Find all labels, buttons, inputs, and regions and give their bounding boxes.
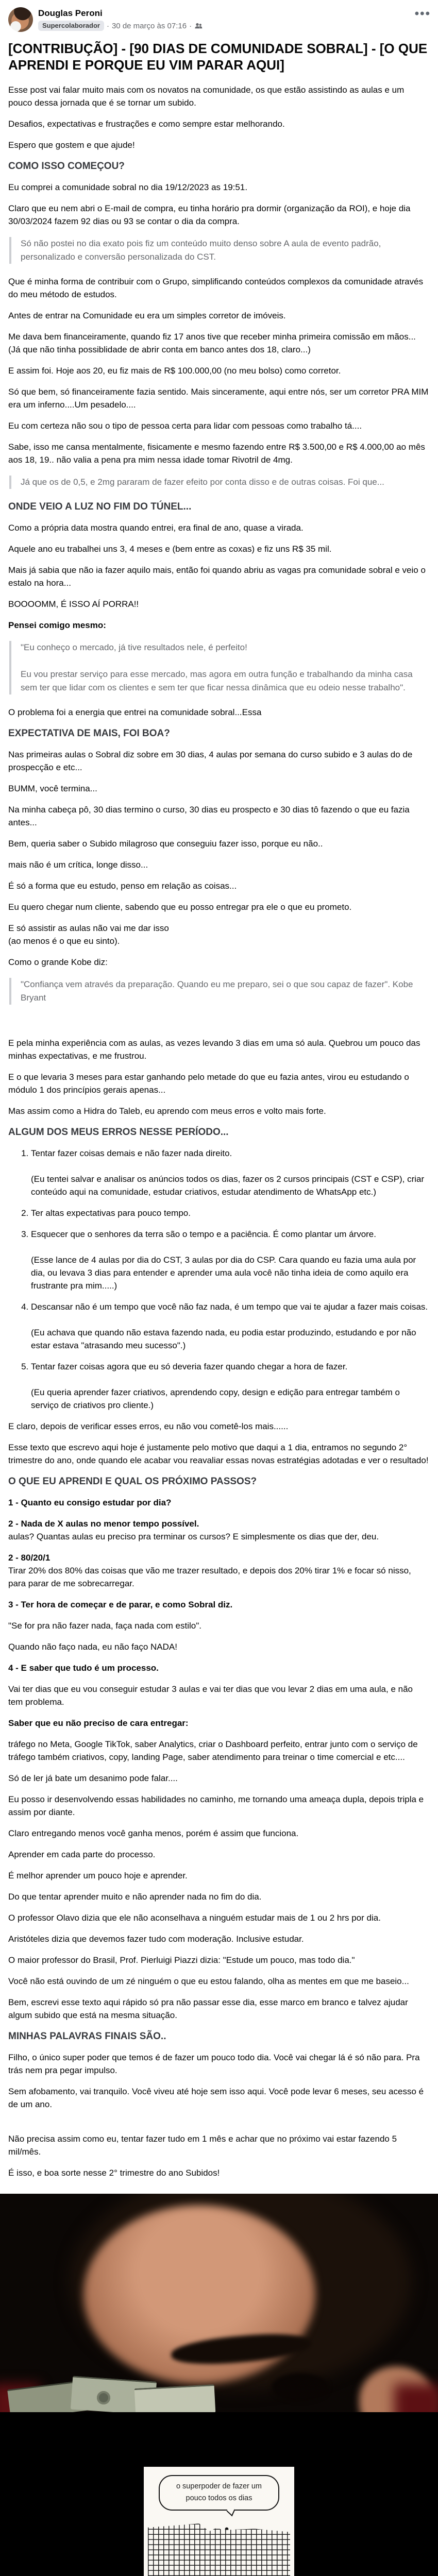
post-body: [8, 83, 430, 2179]
post-paragraph: Esse texto que escrevo aqui hoje é justamente pelo motivo que daqui a 1 dia, entramos no segundo 2° trimestre do ano, onde quando ele acabar vou reavaliar essas novas estratégias adotadas e ver o resultado!: [8, 1443, 429, 1466]
post-paragraph: E assim foi. Hoje aos 20, eu fiz mais de R$ 100.000,00 (no meu bolso) como corretor.: [8, 366, 341, 376]
quote-paragraph: Só não postei no dia exato pois fiz um conteúdo muito denso sobre A aula de evento padrão, personalizado e conversão personalizada do CST.: [21, 239, 381, 262]
post-paragraph: Do que tentar aprender muito e não aprender nada no fim do dia.: [8, 1892, 262, 1902]
post-paragraph: BOOOOMM, É ISSO AÍ PORRA!!: [8, 599, 139, 609]
post-paragraph: Aprender em cada parte do processo.: [8, 1850, 156, 1860]
post-paragraph: Que é minha forma de contribuir com o Grupo, simplificando conteúdos complexos da comunidade através do meu método de estudos.: [8, 277, 424, 300]
post-paragraph: Mas assim como a Hidra do Taleb, eu aprendo com meus erros e volto mais forte.: [8, 1106, 326, 1116]
post-paragraph: O problema foi a energia que entrei na comunidade sobral...Essa: [8, 707, 262, 718]
section-heading: O QUE EU APRENDI E QUAL OS PRÓXIMO PASSOS?: [8, 1476, 257, 1487]
section-heading: MINHAS PALAVRAS FINAIS SÃO..: [8, 2031, 166, 2042]
list-item: [31, 1147, 430, 1198]
post-paragraph: É melhor aprender um pouco hoje e aprender.: [8, 1871, 188, 1881]
list-item: [31, 1300, 430, 1352]
blockquote: [9, 641, 430, 694]
list-item-text: 4. Descansar não é um tempo que você não faz nada, é um tempo que vai te ajudar a fazer mais coisas.: [31, 1302, 428, 1312]
quote-paragraph: Já que os de 0,5, e 2mg pararam de fazer efeito por conta disso e de outras coisas. Foi que...: [21, 477, 384, 487]
section-heading: EXPECTATIVA DE MAIS, FOI BOA?: [8, 728, 170, 739]
post-paragraph: [8, 1517, 430, 1543]
quote-paragraph: Eu vou prestar serviço para esse mercado, mas agora em outra função e trabalhando da minha casa sem ter que lidar com os clientes e sem ter que ficar nessa dinâmica que eu odeio nesse trabalho".: [21, 669, 413, 693]
post-paragraph: Vai ter dias que eu vou conseguir estudar 3 aulas e vai ter dias que vou levar 2 dias em uma aula, e não tem problema.: [8, 1684, 413, 1707]
blockquote: [9, 978, 430, 1005]
post-paragraph: mais não é um crítica, longe disso...: [8, 860, 148, 870]
post-paragraph: Eu quero chegar num cliente, sabendo que eu posso entregar pra ele o que eu prometo.: [8, 902, 352, 912]
post-paragraph: Eu posso ir desenvolvendo essas habilidades no caminho, me tornando uma ameaça dupla, depois tripla e assim por diante.: [8, 1794, 424, 1818]
list-item: [31, 1360, 430, 1412]
post-paragraph: Desafios, expectativas e frustrações e como sempre estar melhorando.: [8, 119, 285, 129]
post-paragraph: Aquele ano eu trabalhei uns 3, 4 meses e (bem entre as coxas) e fiz uns R$ 35 mil.: [8, 544, 332, 554]
post-paragraph: Esse post vai falar muito mais com os novatos na comunidade, os que estão assistindo as aulas e um pouco dessa jornada que é se tornar um subido.: [8, 85, 405, 108]
timestamp[interactable]: 30 de março às 07:16: [111, 21, 187, 30]
post-paragraph: Claro entregando menos você ganha menos, porém é assim que funciona.: [8, 1828, 299, 1839]
post-paragraph: Me dava bem financeiramente, quando fiz 17 anos tive que receber minha primeira comissão em mãos... (Já que não tinha possiblidade de abrir conta em banco antes dos 18, claro...): [8, 332, 416, 355]
group-privacy-icon: [194, 22, 203, 30]
comic-panel: [144, 2467, 294, 2576]
post-paragraph: Só que bem, só financeiramente fazia sentido. Mais sinceramente, aqui entre nós, ser um corretor PRA MIM era um inferno....Um pesadelo....: [8, 387, 429, 410]
section-heading: ALGUM DOS MEUS ERROS NESSE PERÍODO...: [8, 1127, 229, 1138]
avatar[interactable]: [8, 7, 33, 32]
section-heading: COMO ISSO COMEÇOU?: [8, 161, 125, 172]
list-item: [31, 1228, 430, 1292]
post-paragraph: Antes de entrar na Comunidade eu era um simples corretor de imóveis.: [8, 311, 286, 321]
quote-paragraph: "Confiança vem através da preparação. Quando eu me preparo, sei o que sou capaz de fazer". Kobe Bryant: [21, 979, 413, 1003]
post-paragraph: Na minha cabeça pô, 30 dias termino o curso, 30 dias eu prospecto e 30 dias tô fazendo o que eu fazia antes...: [8, 805, 410, 828]
bill-shape: [134, 2384, 215, 2413]
list-item-text: 1. Tentar fazer coisas demais e não fazer nada direito.: [31, 1148, 232, 1159]
speech-bubble: [159, 2475, 279, 2511]
list-item-note: (Eu queria aprender fazer criativos, aprendendo copy, design e edição para entregar também o serviço de criativos pro cliente.): [31, 1387, 400, 1411]
post-paragraph: Espero que gostem e que ajude!: [8, 140, 135, 150]
post-paragraph: Filho, o único super poder que temos é de fazer um pouco todo dia. Você vai chegar lá é só não para. Pra trás nem pra pegar impulso.: [8, 2053, 420, 2076]
list-item-note: (Esse lance de 4 aulas por dia do CST, 3 aulas por dia do CSP. Cara quando eu fazia uma aula por dia, ou levava 3 dias para entender e aprender uma aula você não tinha ideia de como aquilo era frustrante pra mim.....): [31, 1255, 416, 1291]
post-paragraph-bold: 4 - E saber que tudo é um processo.: [8, 1663, 159, 1673]
post-paragraph: E só assistir as aulas não vai me dar isso (ao menos é o que eu sinto).: [8, 923, 169, 946]
post-paragraph: O maior professor do Brasil, Prof. Pierluigi Piazzi dizia: "Estude um pouco, mas todo dia.": [8, 1955, 355, 1965]
speech-bubble-text: o superpoder de fazer um pouco todos os dias: [176, 2482, 262, 2502]
post-options-menu[interactable]: •••: [414, 7, 431, 21]
list-item-note: (Eu achava que quando não estava fazendo nada, eu podia estar produzindo, estudando e por não estar estava "atrasando meu sucesso".): [31, 1328, 416, 1351]
spacer: [8, 2119, 430, 2132]
list-item: [31, 1207, 430, 1219]
quote-paragraph: "Eu conheço o mercado, já tive resultados nele, é perfeito!: [21, 642, 247, 653]
post-paragraph: BUMM, você termina...: [8, 784, 97, 794]
blockquote: [9, 476, 430, 489]
post-paragraph: E o que levaria 3 meses para estar ganhando pelo metade do que eu fazia antes, virou eu estudando o módulo 1 dos princípios gerais apenas...: [8, 1072, 409, 1095]
post-paragraph: Nas primeiras aulas o Sobral diz sobre em 30 dias, 4 aulas por semana do curso subido e 3 aulas do de prospecção e etc...: [8, 750, 413, 773]
post-media[interactable]: [0, 2194, 438, 2576]
bold-lead: 2 - 80/20/1: [8, 1553, 50, 1563]
post-paragraph: E pela minha experiência com as aulas, as vezes levando 3 dias em uma só aula. Quebrou um pouco das minhas expectativas, e me frustrou.: [8, 1038, 420, 1061]
spacer: [8, 1016, 430, 1037]
bill-emblem: [97, 2391, 110, 2404]
red-glow-right: [394, 2384, 438, 2412]
blockquote: [9, 237, 430, 264]
post-paragraph: Quando não faço nada, eu não faço NADA!: [8, 1642, 177, 1652]
post-paragraph: Eu com certeza não sou o tipo de pessoa certa para lidar com pessoas como trabalho tá....: [8, 421, 362, 431]
post-paragraph: Sem afobamento, vai tranquilo. Você viveu até hoje sem isso aqui. Você pode levar 6 meses, seu acesso é de um ano.: [8, 2087, 424, 2110]
speech-bubble-tail: [227, 2505, 235, 2517]
section-heading: ONDE VEIO A LUZ NO FIM DO TÚNEL...: [8, 501, 192, 513]
photo-man-with-money: [0, 2194, 438, 2412]
paragraph-line: aulas? Quantas aulas eu preciso pra terminar os cursos? E simplesmente os dias que der, deu.: [8, 1532, 379, 1542]
role-badge: Supercolaborador: [38, 21, 104, 31]
post-paragraph: Mais já sabia que não ia fazer aquilo mais, então foi quando abriu as vagas pra comunidade sobral e veio o estalo na hora...: [8, 565, 426, 588]
post-paragraph: Bem, escrevi esse texto aqui rápido só pra não passar esse dia, esse marco em branco e talvez ajudar algum subido que está na mesma situação.: [8, 1997, 408, 2021]
post-paragraph: [8, 1551, 430, 1590]
separator-dot: ·: [106, 21, 109, 30]
numbered-list: [8, 1147, 430, 1412]
list-item-note: (Eu tentei salvar e analisar os anúncios todos os dias, fazer os 2 cursos principais (CST e CSP), criar conteúdo aqui na comunidade, estudar criativos, estudar atendimento de WhatsApp etc.): [31, 1174, 425, 1197]
post-paragraph: Como a própria data mostra quando entrei, era final de ano, quase a virada.: [8, 523, 304, 533]
author-name[interactable]: Douglas Peroni: [38, 8, 103, 18]
post-paragraph-bold: Saber que eu não preciso de cara entregar:: [8, 1718, 189, 1728]
header-meta: [38, 7, 203, 31]
list-item-text: 2. Ter altas expectativas para pouco tempo.: [31, 1208, 191, 1218]
bold-lead: 2 - Nada de X aulas no menor tempo possível.: [8, 1519, 199, 1529]
money-bills: [9, 2378, 219, 2413]
post-paragraph: Não precisa assim como eu, tentar fazer tudo em 1 mês e achar que no próximo vai estar fazendo 5 mil/mês.: [8, 2134, 397, 2157]
post-paragraph: Claro que eu nem abri o E-mail de compra, eu tinha horário pra dormir (organização da ROI), e hoje dia 30/03/2024 fazem 92 dias ou 93 se contar o dia da compra.: [8, 204, 411, 227]
post-paragraph: E claro, depois de verificar esses erros, eu não vou cometê-los mais......: [8, 1421, 289, 1432]
post-paragraph: O professor Olavo dizia que ele não aconselhava a ninguém estudar mais de 1 ou 2 hrs por dia.: [8, 1913, 381, 1923]
eye-shape: [272, 2373, 329, 2401]
post-paragraph: Aristóteles dizia que devemos fazer tudo com moderação. Inclusive estudar.: [8, 1934, 304, 1944]
post-header: [0, 0, 438, 33]
post-paragraph: Você não está ouvindo de um zé ninguém o que eu estou falando, olha as mentes em que me baseio...: [8, 1976, 409, 1987]
grid-ground: [148, 2521, 290, 2576]
post-paragraph: Bem, queria saber o Subido milagroso que conseguiu fazer isso, porque eu não..: [8, 839, 323, 849]
post-paragraph: "Se for pra não fazer nada, faça nada com estilo".: [8, 1621, 201, 1631]
post-content: [0, 33, 438, 2191]
separator-dot: ·: [189, 21, 192, 30]
post-paragraph: É isso, e boa sorte nesse 2° trimestre do ano Subidos!: [8, 2168, 220, 2178]
post-paragraph-bold: 3 - Ter hora de começar e de parar, e como Sobral diz.: [8, 1600, 233, 1610]
post-paragraph: tráfego no Meta, Google TikTok, saber Analytics, criar o Dashboard perfeito, entrar junto com o serviço de tráfego também criativos, copy, landing Page, saber atendimento para treinar o time comercial e etc....: [8, 1739, 418, 1762]
post-paragraph-bold: Pensei comigo mesmo:: [8, 620, 106, 631]
author-subrow: [38, 21, 203, 31]
post-paragraph: Eu comprei a comunidade sobral no dia 19/12/2023 as 19:51.: [8, 182, 248, 193]
post-paragraph-bold: 1 - Quanto eu consigo estudar por dia?: [8, 1498, 172, 1508]
post-paragraph: Como o grande Kobe diz:: [8, 957, 108, 968]
post-paragraph: Só de ler já bate um desanimo pode falar....: [8, 1773, 178, 1784]
post-title: [CONTRIBUÇÃO] - [90 DIAS DE COMUNIDADE SOBRAL] - [O QUE APRENDI E PORQUE EU VIM PARAR AQUI]: [8, 41, 428, 73]
list-item-text: 3. Esquecer que o senhores da terra são o tempo e a paciência. É como plantar um árvore.: [31, 1229, 376, 1240]
list-item-text: 5. Tentar fazer coisas agora que eu só deveria fazer quando chegar a hora de fazer.: [31, 1362, 348, 1372]
paragraph-line: Tirar 20% dos 80% das coisas que vão me trazer resultado, e depois dos 20% tirar 1% e focar só nisso, para parar de me sobrecarregar.: [8, 1566, 411, 1589]
post-paragraph: É só a forma que eu estudo, penso em relação as coisas...: [8, 881, 237, 891]
post-paragraph: Sabe, isso me cansa mentalmente, fisicamente e mesmo fazendo entre R$ 3.500,00 e R$ 4.000,00 ao mês aos 18, 19.. não valia a pena pra mim nessa idade tomar Rivotril de 4mg.: [8, 442, 425, 465]
